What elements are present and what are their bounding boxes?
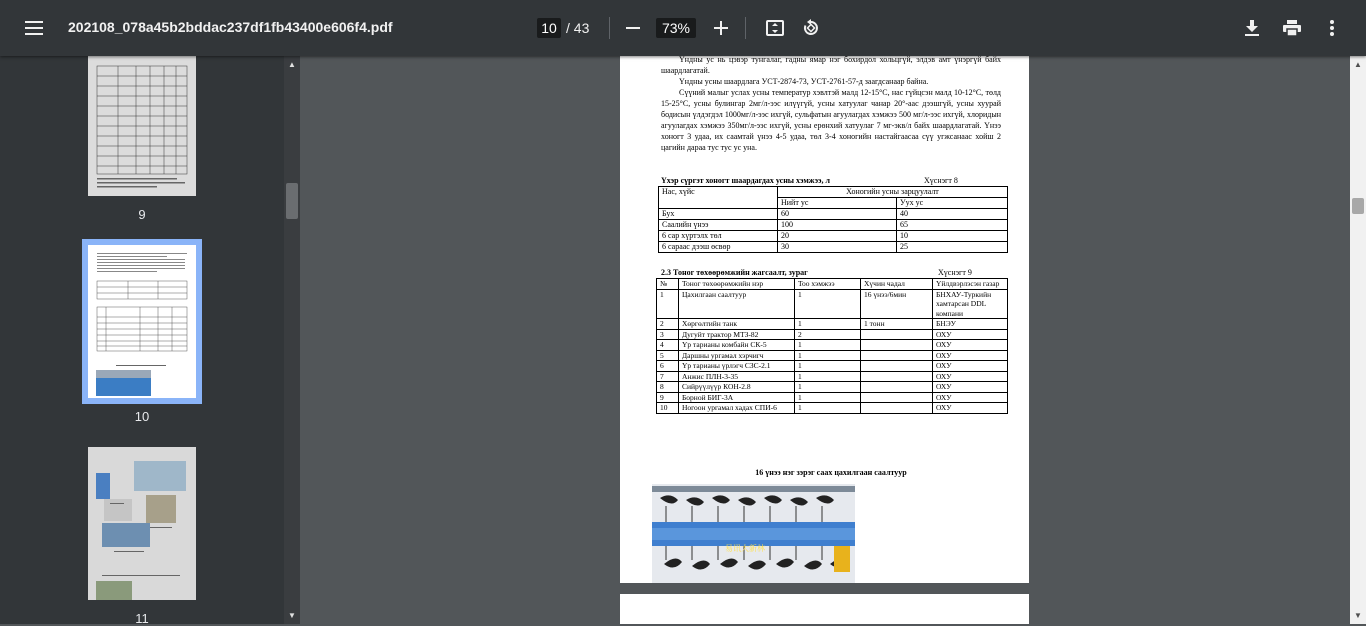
table-row	[657, 371, 1008, 382]
table-cell: 1	[795, 382, 861, 393]
table-cell: 8	[657, 382, 679, 393]
rotate-icon	[802, 19, 820, 37]
table-8-number: Хүснэгт 8	[924, 176, 958, 185]
table-header: Хоногийн усны зарцуулалт	[778, 187, 1008, 198]
table-cell: 1	[795, 289, 861, 319]
scroll-up-arrow-icon[interactable]: ▲	[288, 60, 296, 69]
water-requirement-table	[658, 186, 1008, 253]
table-cell: 30	[778, 242, 897, 253]
table-cell: 40	[897, 209, 1008, 220]
table-cell: 6	[657, 361, 679, 372]
table-cell	[861, 371, 933, 382]
document-viewer[interactable]	[300, 56, 1350, 624]
page-thumbnail-preview	[88, 447, 196, 600]
scroll-down-arrow-icon[interactable]: ▼	[288, 611, 296, 620]
table-cell: Анжис ПЛН-3-35	[679, 371, 795, 382]
sidebar-scrollbar-thumb[interactable]	[286, 183, 298, 219]
table-cell: Борной БИГ-3А	[679, 392, 795, 403]
document-scrollbar[interactable]	[1350, 56, 1366, 624]
table-row	[657, 319, 1008, 330]
table-row	[659, 220, 1008, 231]
table-cell: 7	[657, 371, 679, 382]
table-cell: 1	[657, 289, 679, 319]
table-cell: 2	[657, 319, 679, 330]
table-row	[659, 231, 1008, 242]
sidebar-scrollbar[interactable]	[284, 56, 300, 624]
menu-button[interactable]	[18, 14, 50, 42]
table-cell: БНХАУ-Туркийн хамтарсан DDL компани	[933, 289, 1008, 319]
table-cell	[861, 361, 933, 372]
fit-to-page-button[interactable]	[761, 14, 789, 42]
table-cell: ОХУ	[933, 340, 1008, 351]
more-actions-button[interactable]	[1318, 14, 1346, 42]
table-cell: 5	[657, 350, 679, 361]
paragraph: Үндны ус нь цэвэр тунгалаг, гадны ямар нэг бохирдол хольцгүй, элдэв амт үнэргүй байх шаардлагатай.	[661, 56, 1001, 75]
table-header: Уух ус	[897, 198, 1008, 209]
table-cell: Бух	[659, 209, 778, 220]
table-cell: Тоо хэмжээ	[795, 279, 861, 290]
table-row	[657, 392, 1008, 403]
zoom-level-input[interactable]: 73%	[656, 18, 696, 38]
table-cell	[861, 350, 933, 361]
figure-sign-text: 易讯大新林	[725, 544, 765, 553]
download-icon	[1245, 20, 1259, 36]
milking-parlor-image	[652, 484, 855, 583]
table-cell: 10	[657, 403, 679, 414]
page-thumbnail-preview	[88, 245, 196, 398]
table-cell: Тоног төхөөрөмжийн нэр	[679, 279, 795, 290]
table-9-number: Хүснэгт 9	[938, 268, 972, 277]
table-cell: ОХУ	[933, 371, 1008, 382]
table-cell: 1	[795, 350, 861, 361]
page-total-label: / 43	[566, 20, 590, 36]
table-row	[659, 242, 1008, 253]
table-row	[657, 382, 1008, 393]
table-cell	[861, 392, 933, 403]
minus-icon	[626, 27, 640, 29]
print-icon	[1283, 20, 1301, 36]
table-cell: 100	[778, 220, 897, 231]
equipment-table	[656, 278, 1008, 414]
table-cell: 3	[657, 329, 679, 340]
table-cell: 6 сар хүртэлх төл	[659, 231, 778, 242]
table-cell: Хөргөлтийн танк	[679, 319, 795, 330]
table-cell: 9	[657, 392, 679, 403]
paragraph: Сүүний малыг услах усны температур хэвлтэй малд 12-15°С, нас гүйцсэн малд 10-12°С, төлд 15-25°С, усны булингар 2мг/л-ээс илүүгүй, усны хатуулаг чанар 20°-аас дээшгүй, усны хуурай бодисын үлдэгдэл 1000мг/л-ээс ихгүй, сульфатын агуулагдах хэмжээ 500 мг/л-ээс ихгүй, хлоридын агуулагдах хэмжээ 350мг/л-ээс ихгүй, усны ерөнхий хатуулаг 7 мг-экв/л байх шаардлагатай. Үнээ хоногт 3 удаа, их саамтай үнээ 4-5 удаа, төл 3-4 хоногийн настайгаасаа сүү угжсанаас хойш 2 цагийн дараа тус тус ус уна.	[661, 88, 1001, 152]
table-cell: Сийрүүлүүр КОН-2.8	[679, 382, 795, 393]
pdf-page-11	[620, 594, 1029, 624]
table-cell: ОХУ	[933, 350, 1008, 361]
table-cell: Үр тарианы үрлэгч СЗС-2.1	[679, 361, 795, 372]
table-row	[657, 403, 1008, 414]
zoom-out-button[interactable]	[620, 16, 646, 40]
table-cell: 25	[897, 242, 1008, 253]
table-cell: 1	[795, 361, 861, 372]
table-cell: Үр тарианы комбайн СК-5	[679, 340, 795, 351]
table-row	[657, 289, 1008, 319]
table-cell: 16 үнээ/6мин	[861, 289, 933, 319]
table-cell: 1	[795, 371, 861, 382]
table-cell	[861, 382, 933, 393]
table-cell: 1	[795, 403, 861, 414]
page-thumbnail-11[interactable]	[88, 447, 196, 600]
table-cell: ОХУ	[933, 382, 1008, 393]
table-9-caption: 2.3 Тоног төхөөрөмжийн жагсаалт, зураг	[661, 268, 808, 277]
page-thumbnail-9[interactable]	[88, 56, 196, 196]
pdf-toolbar	[0, 0, 1366, 56]
fit-page-icon	[766, 20, 784, 36]
document-title: 202108_078a45b2bddac237df1fb43400e606f4.pdf	[68, 19, 393, 35]
table-cell: Хүчин чадал	[861, 279, 933, 290]
toolbar-divider	[609, 17, 610, 39]
table-cell: ОХУ	[933, 329, 1008, 340]
table-row	[657, 329, 1008, 340]
table-cell: 20	[778, 231, 897, 242]
plus-icon	[714, 21, 728, 35]
scroll-down-arrow-icon[interactable]: ▼	[1354, 611, 1362, 620]
zoom-in-button[interactable]	[708, 16, 734, 40]
table-cell: 4	[657, 340, 679, 351]
table-cell	[861, 329, 933, 340]
table-row	[657, 361, 1008, 372]
table-cell: 6 сараас дээш өсвөр	[659, 242, 778, 253]
table-row	[657, 350, 1008, 361]
table-cell	[861, 403, 933, 414]
page-thumbnail-label: 11	[135, 611, 149, 626]
table-cell: 1 тонн	[861, 319, 933, 330]
table-cell: БНЭУ	[933, 319, 1008, 330]
toolbar-divider	[745, 17, 746, 39]
rotate-button[interactable]	[797, 14, 825, 42]
table-cell	[861, 340, 933, 351]
table-cell: 1	[795, 392, 861, 403]
table-cell: 65	[897, 220, 1008, 231]
table-cell: Саалийн үнээ	[659, 220, 778, 231]
table-cell: 1	[795, 340, 861, 351]
document-scrollbar-thumb[interactable]	[1352, 198, 1364, 214]
paragraph: Үндны усны шаардлага УСТ-2874-73, УСТ-2761-57-д заагдсанаар байна.	[679, 77, 929, 86]
table-cell: Даршны ургамал хэрчигч	[679, 350, 795, 361]
page-thumbnail-preview	[88, 56, 196, 196]
table-cell: ОХУ	[933, 392, 1008, 403]
more-vert-icon	[1330, 20, 1334, 36]
table-cell: Ногоон ургамал хадах СПИ-6	[679, 403, 795, 414]
page-thumbnail-label: 9	[138, 207, 146, 222]
table-header-row	[657, 279, 1008, 290]
table-row	[659, 209, 1008, 220]
table-8-caption: Үхэр сүргэт хоногт шаардагдах усны хэмжээ, л	[661, 176, 830, 185]
table-cell: Дугуйт трактор МТЗ-82	[679, 329, 795, 340]
table-cell: Үйлдвэрлэсэн газар	[933, 279, 1008, 290]
page-thumbnail-label: 10	[134, 409, 150, 424]
print-button[interactable]	[1278, 14, 1306, 42]
page-thumbnail-10[interactable]	[88, 245, 196, 398]
milking-machine-photo	[652, 484, 855, 583]
table-cell: Цахилгаан саалтуур	[679, 289, 795, 319]
table-header: Нийт ус	[778, 198, 897, 209]
scroll-up-arrow-icon[interactable]: ▲	[1354, 60, 1362, 69]
table-row	[657, 340, 1008, 351]
download-button[interactable]	[1238, 14, 1266, 42]
table-cell: №	[657, 279, 679, 290]
table-cell: ОХУ	[933, 403, 1008, 414]
table-cell: 1	[795, 319, 861, 330]
figure-caption: 16 үнээ нэг зэрэг саах цахилгаан саалтуур	[755, 468, 907, 477]
table-cell: 2	[795, 329, 861, 340]
page-number-input[interactable]: 10	[537, 18, 561, 38]
thumbnail-sidebar	[0, 56, 284, 624]
table-cell: ОХУ	[933, 361, 1008, 372]
table-header: Нас, хүйс	[659, 187, 778, 209]
menu-icon	[25, 21, 43, 35]
pdf-page-10	[620, 56, 1029, 583]
table-cell: 60	[778, 209, 897, 220]
table-cell: 10	[897, 231, 1008, 242]
